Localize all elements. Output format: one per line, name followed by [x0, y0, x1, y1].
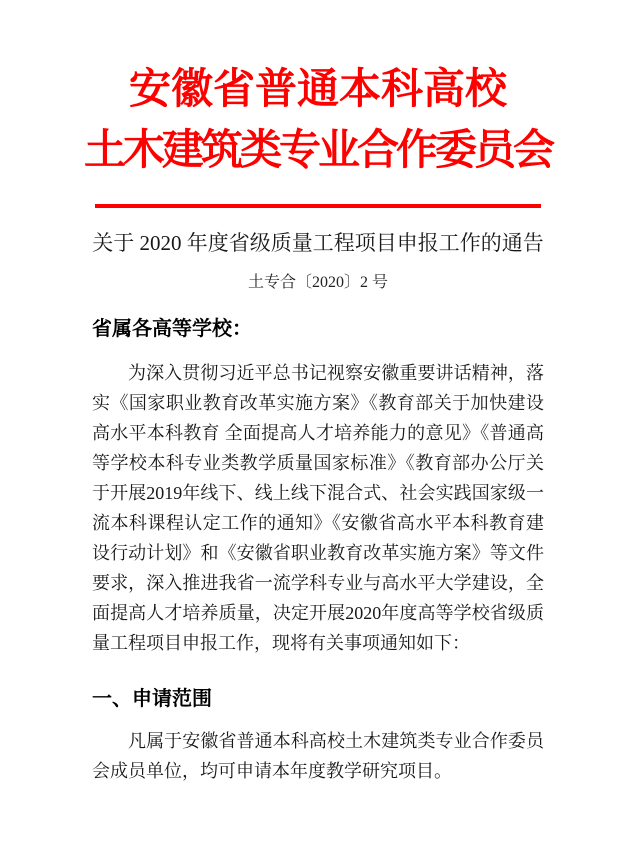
- notice-title: 关于 2020 年度省级质量工程项目申报工作的通告: [92, 231, 544, 255]
- doc-number: 土专合〔2020〕2 号: [247, 274, 388, 291]
- document-body: [92, 314, 544, 786]
- org-title: [0, 0, 636, 182]
- section-heading-application-scope: 一、申请范围: [92, 688, 212, 710]
- section-body-application-scope: 凡属于安徽省普通本科高校土木建筑类专业合作委员会成员单位，均可申请本年度教学研究项目。: [92, 731, 544, 781]
- org-title-line1: 安徽省普通本科高校: [128, 67, 507, 113]
- org-title-line2: 土木建筑类专业合作委员会: [83, 128, 552, 174]
- salutation: 省属各高等学校：: [92, 318, 252, 340]
- intro-paragraph: 为深入贯彻习近平总书记视察安徽重要讲话精神，落实《国家职业教育改革实施方案》《教育部关于加快建设高水平本科教育 全面提高人才培养能力的意见》《普通高等学校本科专业类教学质量国家标准》《教育部办公厅关于开展2019年线下、线上线下混合式、社会实践国家级一流本科课程认定工作的通知》《安徽省高水平本科教育建设行动计划》和《安徽省职业教育改革实施方案》等文件要求，深入推进我省一流学科专业与高水平大学建设，全面提高人才培养质量，决定开展2020年度高等学校省级质量工程项目申报工作，现将有关事项通知如下：: [92, 363, 544, 653]
- red-divider-rule: [95, 204, 541, 208]
